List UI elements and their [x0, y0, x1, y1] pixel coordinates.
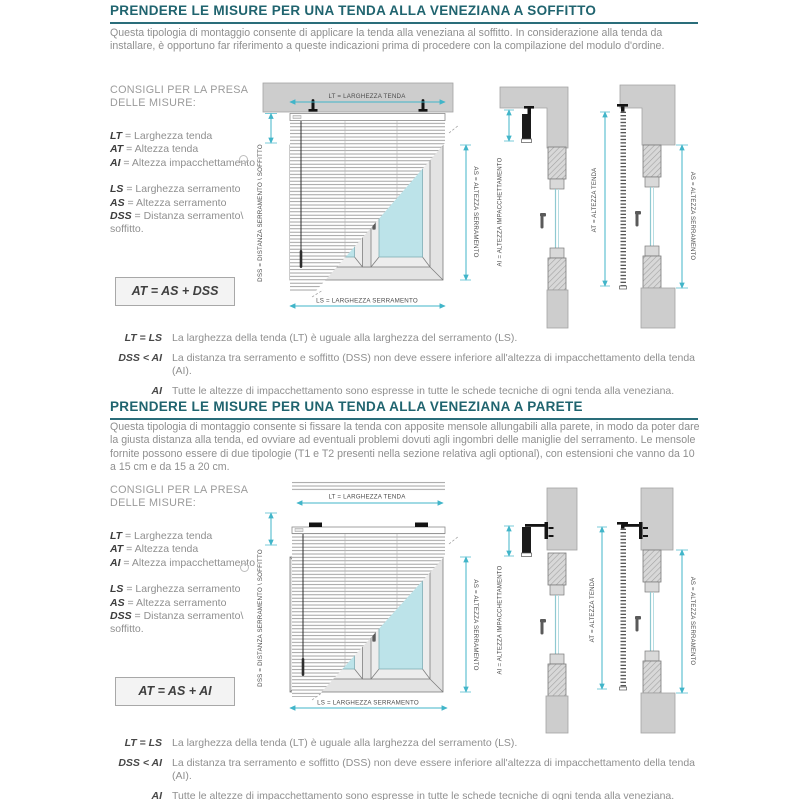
- legend-abbr: LT: [110, 130, 123, 142]
- side-diagram-extended-soffitto: [588, 80, 700, 330]
- bottom-rail: [620, 687, 627, 690]
- label-ai: AI = ALTEZZA IMPACCHETTAMENTO: [497, 565, 504, 675]
- section1-notes: [100, 332, 706, 405]
- section2-intro: Questa tipologia di montaggio consente si fissare la tenda con apposite mensole allungabili alla parete, in modo da poter dare la giusta distanza alla tenda, ed ovviare ad eventuali problemi dovuti agli ingombri delle maniglie del serramento. Le mensole fornite possono essere di due tipologie (T1 e T2 presenti nella sezione relativa agli optional), con estensioni che vanno da 10 a 15 cm e da 15 a 20 cm.: [110, 421, 700, 474]
- note-text: La distanza tra serramento e soffitto (DSS) non deve essere inferiore all'altezza di impacchettamento della tenda (AI).: [172, 757, 696, 782]
- window-profile: [548, 553, 566, 696]
- ai-arrow: [504, 526, 514, 556]
- legend-abbr: LS: [110, 183, 124, 196]
- packed-blind: [522, 527, 532, 557]
- label-at: AT = ALTEZZA TENDA: [590, 577, 596, 643]
- legend-desc: = Altezza impacchettamento: [123, 556, 256, 569]
- side-diagram-extended-parete: [588, 480, 700, 735]
- wall-above: [641, 488, 673, 550]
- window-profile: [548, 147, 566, 290]
- legend-abbr: LT: [110, 530, 123, 542]
- note-row: [100, 352, 706, 378]
- legend-desc: = Larghezza tenda: [124, 530, 213, 542]
- wall-below: [546, 696, 568, 733]
- note-text: La larghezza della tenda (LT) è uguale alla larghezza del serramento (LS).: [172, 737, 518, 749]
- section1-intro: Questa tipologia di montaggio consente di applicare la tenda alla veneziana al soffitto. In considerazione alla tenda da installare, è opportuno far riferimento a queste indicazioni prima di procedere con la compilazione del modulo d'ordine.: [110, 27, 665, 53]
- note-row: [100, 332, 706, 345]
- legend-abbr: LS: [110, 583, 124, 596]
- ceiling-corner: [500, 87, 568, 148]
- label-at: AT = ALTEZZA TENDA: [592, 167, 598, 233]
- headrail: [290, 114, 445, 121]
- top-slat-band: [292, 481, 445, 492]
- note-abbr: LT = LS: [124, 737, 162, 749]
- legend-desc: = Distanza serramento\ soffitto.: [110, 610, 244, 636]
- packed-blind: [522, 114, 532, 143]
- legend-abbr: DSS: [110, 210, 132, 223]
- legend-abbr: DSS: [110, 610, 132, 623]
- side-diagram-packed-soffitto: [495, 80, 587, 330]
- legend-abbr: AI: [110, 156, 121, 169]
- label-ai: AI = ALTEZZA IMPACCHETTAMENTO: [497, 157, 504, 267]
- label-dss: DSS = DISTANZA SERRAMENTO \ SOFFITTO: [257, 144, 264, 282]
- label-as: AS = ALTEZZA SERRAMENTO: [472, 579, 479, 671]
- label-lt: LT = LARGHEZZA TENDA: [328, 93, 406, 100]
- side-diagram-packed-parete: [495, 480, 587, 735]
- note-text: Tutte le altezze di impacchettamento sono espresse in tutte le schede tecniche di ogni tenda alla veneziana.: [172, 385, 675, 397]
- note-row: [100, 757, 706, 783]
- front-diagram-parete: [245, 480, 485, 732]
- note-abbr: DSS < AI: [118, 757, 162, 769]
- legend-desc: = Altezza tenda: [126, 143, 199, 156]
- legend-desc: = Larghezza serramento: [126, 183, 241, 196]
- as-arrow: [676, 145, 688, 288]
- note-text: La distanza tra serramento e soffitto (DSS) non deve essere inferiore all'altezza di impacchettamento della tenda (AI).: [172, 352, 696, 377]
- label-as: AS = ALTEZZA SERRAMENTO: [689, 171, 695, 261]
- label-as: AS = ALTEZZA SERRAMENTO: [472, 166, 479, 258]
- legend-abbr: AT: [110, 543, 124, 556]
- section1-title: PRENDERE LE MISURE PER UNA TENDA ALLA VENEZIANA A SOFFITTO: [110, 3, 698, 24]
- at-arrow: [600, 112, 610, 286]
- headrail: [292, 527, 445, 534]
- legend-desc: = Altezza tenda: [126, 543, 199, 556]
- wall-below: [547, 290, 568, 328]
- label-ls: LS = LARGHEZZA SERRAMENTO: [316, 297, 418, 305]
- wall-brackets: [309, 523, 428, 528]
- label-dss: DSS = DISTANZA SERRAMENTO \ SOFFITTO: [257, 549, 264, 687]
- legend-abbr: AS: [110, 596, 125, 609]
- window-handle: [540, 619, 546, 635]
- mount-bracket: [524, 106, 534, 115]
- legend-desc: = Altezza serramento: [127, 596, 227, 609]
- window-profile: [643, 550, 661, 693]
- legend-desc: = Distanza serramento\ soffitto.: [110, 210, 244, 236]
- legend-abbr: AT: [110, 143, 124, 156]
- legend-abbr: AS: [110, 196, 125, 209]
- note-text: Tutte le altezze di impacchettamento sono espresse in tutte le schede tecniche di ogni tenda alla veneziana.: [172, 790, 675, 800]
- legend-desc: = Altezza serramento: [127, 196, 227, 209]
- note-abbr: AI: [151, 385, 162, 397]
- legend-desc: = Larghezza serramento: [126, 583, 241, 596]
- window-handle: [635, 616, 641, 632]
- front-diagram-soffitto: [245, 80, 485, 330]
- at-arrow: [597, 527, 607, 689]
- note-row: [100, 737, 706, 750]
- legend-desc: = Altezza impacchettamento: [123, 156, 256, 169]
- section1-formula-box: AT = AS + DSS: [115, 277, 235, 306]
- bottom-rail: [620, 286, 627, 289]
- label-as: AS = ALTEZZA SERRAMENTO: [689, 576, 695, 666]
- wall-below: [641, 288, 675, 328]
- window-profile: [643, 145, 661, 288]
- label-lt: LT = LARGHEZZA TENDA: [328, 493, 406, 501]
- wall-below: [641, 693, 675, 733]
- note-abbr: LT = LS: [124, 332, 162, 344]
- window-handle: [540, 213, 546, 229]
- note-text: La larghezza della tenda (LT) è uguale alla larghezza del serramento (LS).: [172, 332, 518, 344]
- section2-formula-box: AT = AS + AI: [115, 677, 235, 706]
- as-arrow: [676, 550, 688, 693]
- label-ls: LS = LARGHEZZA SERRAMENTO: [317, 699, 419, 707]
- section2-advice-title: CONSIGLI PER LA PRESA DELLE MISURE:: [110, 484, 248, 509]
- section2-notes: [100, 737, 706, 800]
- legend-abbr: AI: [110, 556, 121, 569]
- note-abbr: DSS < AI: [118, 352, 162, 364]
- extended-blind-slats: [620, 527, 627, 689]
- section2-title: PRENDERE LE MISURE PER UNA TENDA ALLA VENEZIANA A PARETE: [110, 399, 698, 420]
- ceiling-corner: [620, 85, 675, 145]
- extended-blind-slats: [620, 110, 627, 287]
- wall-above: [547, 488, 577, 550]
- note-row: [100, 790, 706, 800]
- ai-arrow: [504, 110, 514, 141]
- window-handle: [635, 211, 641, 227]
- note-abbr: AI: [151, 790, 162, 800]
- section1-advice-title: CONSIGLI PER LA PRESA DELLE MISURE:: [110, 84, 248, 109]
- legend-desc: = Larghezza tenda: [124, 130, 213, 142]
- note-row: [100, 385, 706, 398]
